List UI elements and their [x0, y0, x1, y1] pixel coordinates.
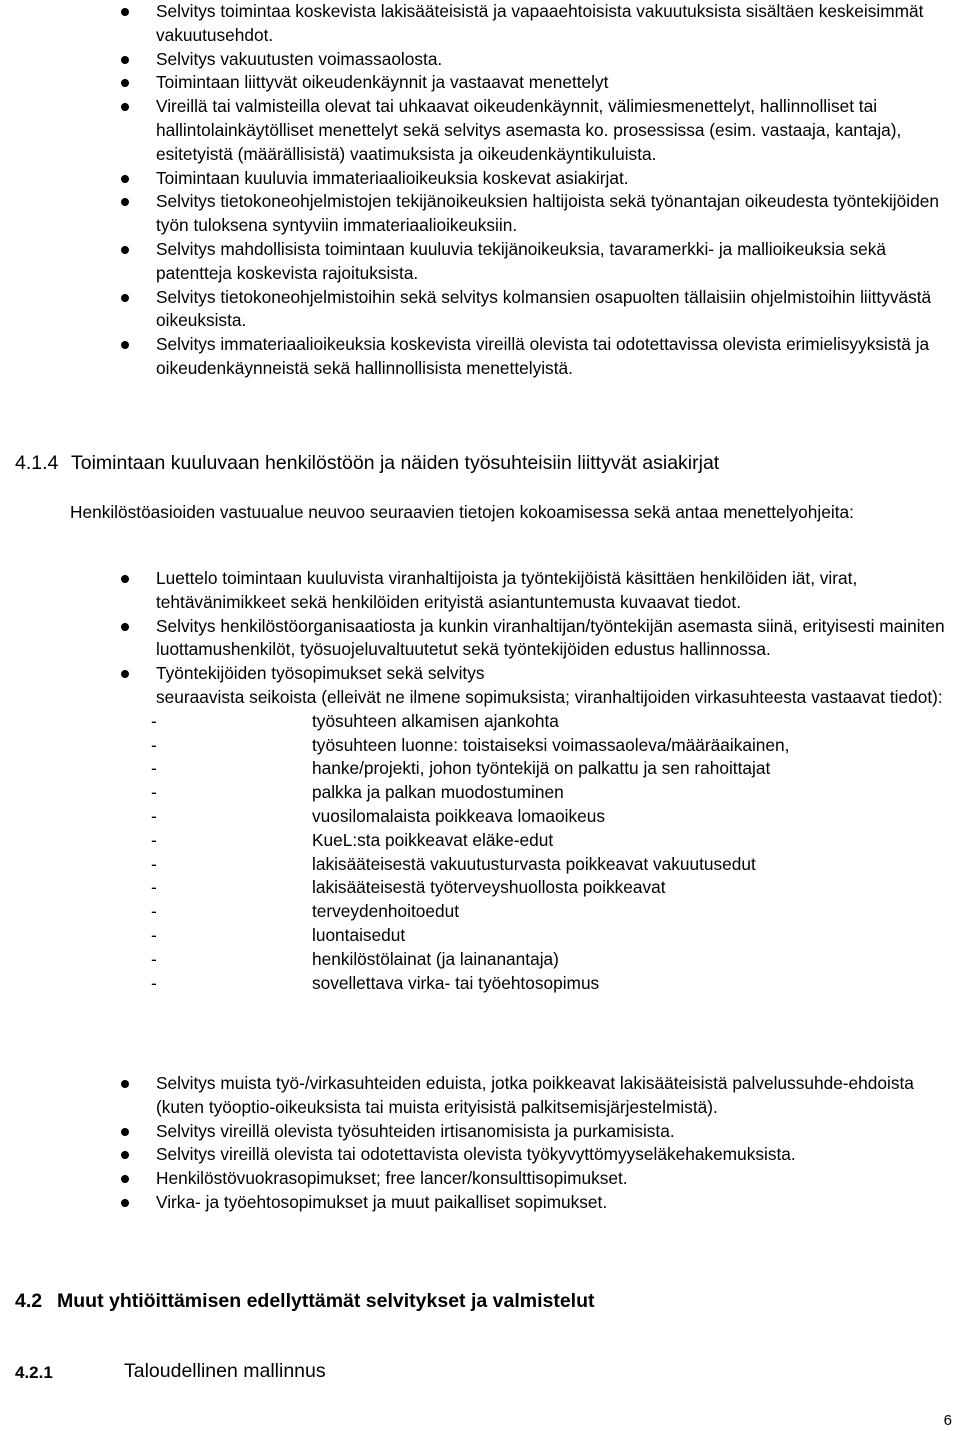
list-item [0, 662, 960, 995]
dash-list-item [151, 900, 952, 924]
dash-item-text: työsuhteen luonne: toistaiseksi voimassaoleva/määräaikainen, [312, 734, 790, 755]
list-item-text: Henkilöstövuokrasopimukset; free lancer/konsulttisopimukset. [156, 1168, 628, 1189]
dash-marker: - [151, 853, 157, 874]
bullet-list-insurance-ip [0, 0, 960, 381]
list-item-text: Selvitys vireillä olevista tai odotettavista olevista työkyvyttömyyseläkehakemuksista. [156, 1144, 796, 1165]
section-title: Muut yhtiöittämisen edellyttämät selvitykset ja valmistelut [57, 1290, 595, 1312]
list-item-text: Selvitys vakuutusten voimassaolosta. [156, 48, 443, 69]
dash-item-text: palkka ja palkan muodostuminen [312, 782, 564, 803]
list-item [0, 95, 960, 166]
list-item-line: seuraavista seikoista (elleivät ne ilmene sopimuksista; viranhaltijoiden virkasuhteesta vastaavat tiedot): [156, 686, 943, 707]
dash-marker: - [151, 805, 157, 826]
dash-marker: - [151, 734, 157, 755]
list-item-text: Selvitys tietokoneohjelmistoihin sekä selvitys kolmansien osapuolten tällaisiin ohjelmistoihin liittyvästä oikeuksista. [156, 286, 932, 331]
dash-item-text: sovellettava virka- tai työehtosopimus [312, 972, 600, 993]
dash-marker: - [151, 972, 157, 993]
list-item [0, 71, 960, 95]
bullet-icon [121, 341, 129, 349]
dash-item-text: työsuhteen alkamisen ajankohta [312, 710, 559, 731]
bullet-icon [121, 575, 129, 583]
bullet-list-personnel [0, 567, 960, 995]
dash-item-text: KueL:sta poikkeavat eläke-edut [312, 829, 554, 850]
bullet-icon [121, 246, 129, 254]
dash-list-item [151, 710, 952, 734]
section-number: 4.1.4 [15, 452, 59, 474]
list-item [0, 1167, 960, 1191]
dash-item-text: luontaisedut [312, 924, 406, 945]
list-item [0, 167, 960, 191]
list-item-text: Selvitys mahdollisista toimintaan kuuluvia tekijänoikeuksia, tavaramerkki- ja mallioikeuksia sekä patentteja koskevista rajoituksista. [156, 238, 886, 283]
dash-marker: - [151, 758, 157, 779]
dash-list-item [151, 853, 952, 877]
list-item-text: Virka- ja työehtosopimukset ja muut paikalliset sopimukset. [156, 1191, 608, 1212]
list-item [0, 1143, 960, 1167]
list-item-text: Selvitys immateriaalioikeuksia koskevista vireillä olevista tai odotettavissa olevista erimielisyyksistä ja oikeudenkäynneistä sekä hallinnollisista menettelyistä. [156, 334, 930, 378]
bullet-icon [121, 1199, 129, 1207]
dash-marker: - [151, 829, 157, 850]
bullet-icon [121, 1080, 129, 1088]
list-item-text: Selvitys vireillä olevista työsuhteiden irtisanomisista ja purkamisista. [156, 1120, 675, 1141]
list-item-text: Toimintaan kuuluvia immateriaalioikeuksia koskevat asiakirjat. [156, 167, 629, 188]
section-number: 4.2 [15, 1290, 43, 1312]
bullet-icon [121, 56, 129, 64]
dash-item-text: terveydenhoitoedut [312, 901, 460, 922]
dash-marker: - [151, 924, 157, 945]
intro-paragraph: Henkilöstöasioiden vastuualue neuvoo seuraavien tietojen kokoamisessa sekä antaa menettelyohjeita: [70, 502, 854, 522]
dash-list-item [151, 948, 952, 972]
bullet-icon [121, 175, 129, 183]
list-item [0, 48, 960, 72]
list-item [0, 1072, 960, 1120]
dash-list-item [151, 972, 952, 996]
dash-list-item [151, 876, 952, 900]
list-item [0, 1120, 960, 1144]
dash-item-text: henkilöstölainat (ja lainanantaja) [312, 948, 559, 969]
list-item [0, 333, 960, 381]
dash-item-text: lakisääteisestä työterveyshuollosta poikkeavat [312, 877, 666, 898]
bullet-icon [121, 1128, 129, 1136]
list-item-text: Selvitys henkilöstöorganisaatiosta ja kunkin viranhaltijan/työntekijän asemasta siinä, erityisesti mainiten luottamushenkilöt, työsuojeluvaltuutetut sekä työntekijöiden edustus hallinnossa. [156, 615, 945, 660]
dash-list-item [151, 829, 952, 853]
list-item-text: Luettelo toimintaan kuuluvista viranhaltijoista ja työntekijöistä käsittäen henkilöiden iät, virat, tehtävänimikkeet sekä henkilöiden erityistä asiantuntemusta kuvaavat tiedot. [156, 568, 858, 612]
list-item [0, 0, 960, 48]
list-item [0, 286, 960, 334]
list-item-line: Työntekijöiden työsopimukset sekä selvitys [156, 663, 485, 684]
list-item [0, 190, 960, 238]
list-item [0, 1191, 960, 1215]
bullet-icon [121, 198, 129, 206]
bullet-list-employment [0, 1072, 960, 1215]
list-item-text: Selvitys muista työ-/virkasuhteiden eduista, jotka poikkeavat lakisääteisistä palvelussuhde-ehdoista (kuten työoptio-oikeuksista tai muista erityisistä palkitsemisjärjestelmistä). [156, 1073, 914, 1117]
list-item-text: Vireillä tai valmisteilla olevat tai uhkaavat oikeudenkäynnit, välimiesmenettelyt, hallinnolliset tai hallintolainkäytölliset menettelyt sekä selvitys asemasta ko. prosessissa (esim. vastaaja, kantaja), esitetyistä (määrällisistä) vaatimuksista ja oikeudenkäyntikuluista. [156, 96, 902, 164]
bullet-icon [121, 623, 129, 631]
dash-list-item [151, 781, 952, 805]
dash-list-item [151, 924, 952, 948]
dash-marker: - [151, 948, 157, 969]
section-title: Toimintaan kuuluvaan henkilöstöön ja näiden työsuhteisiin liittyvät asiakirjat [71, 452, 720, 474]
page-number: 6 [943, 1412, 952, 1429]
section-title: Taloudellinen mallinnus [124, 1360, 326, 1382]
list-item [0, 567, 960, 615]
section-number: 4.2.1 [15, 1363, 53, 1382]
list-item [0, 238, 960, 286]
bullet-icon [121, 103, 129, 111]
bullet-icon [121, 670, 129, 678]
dash-item-text: lakisääteisestä vakuutusturvasta poikkeavat vakuutusedut [312, 853, 756, 874]
dash-list-item [151, 734, 952, 758]
bullet-icon [121, 1151, 129, 1159]
list-item [0, 615, 960, 663]
bullet-icon [121, 1175, 129, 1183]
bullet-icon [121, 294, 129, 302]
list-item-text: Toimintaan liittyvät oikeudenkäynnit ja vastaavat menettelyt [156, 72, 609, 93]
dash-marker: - [151, 877, 157, 898]
dash-list [151, 710, 952, 996]
dash-marker: - [151, 782, 157, 803]
dash-item-text: vuosilomalaista poikkeava lomaoikeus [312, 805, 605, 826]
dash-marker: - [151, 710, 157, 731]
list-item-text: Selvitys tietokoneohjelmistojen tekijänoikeuksien haltijoista sekä työnantajan oikeudesta työntekijöiden työn tuloksena syntyviin immateriaalioikeuksiin. [156, 191, 939, 236]
dash-list-item [151, 805, 952, 829]
dash-list-item [151, 757, 952, 781]
dash-marker: - [151, 901, 157, 922]
dash-item-text: hanke/projekti, johon työntekijä on palkattu ja sen rahoittajat [312, 758, 771, 779]
bullet-icon [121, 79, 129, 87]
list-item-text: Selvitys toimintaa koskevista lakisääteisistä ja vapaaehtoisista vakuutuksista sisältäen keskeisimmät vakuutusehdot. [156, 1, 924, 45]
bullet-icon [121, 8, 129, 16]
